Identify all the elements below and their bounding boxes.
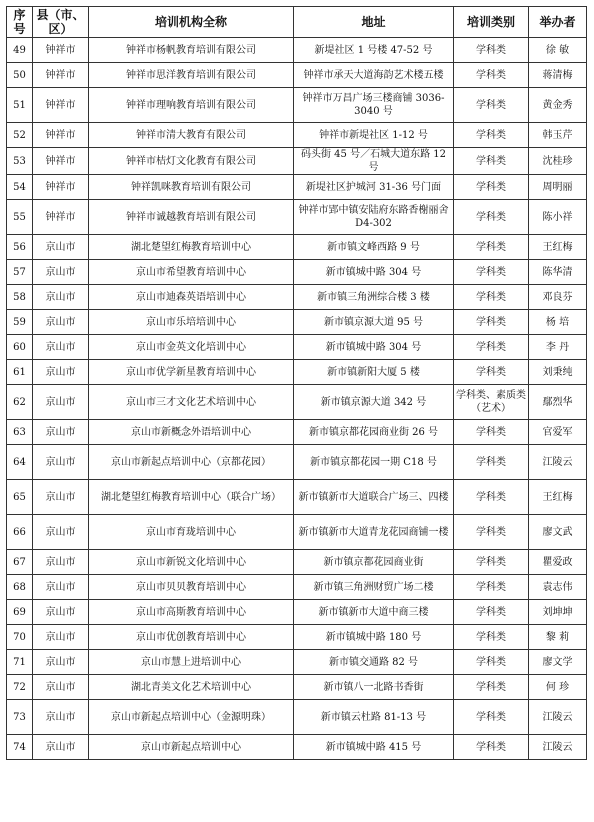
header-training-type: 培训类别 bbox=[454, 7, 529, 38]
header-serial-number: 序号 bbox=[7, 7, 33, 38]
cell-county: 京山市 bbox=[33, 600, 89, 625]
cell-address: 新市镇城中路 304 号 bbox=[294, 335, 454, 360]
cell-county: 京山市 bbox=[33, 480, 89, 515]
cell-training-type: 学科类 bbox=[454, 148, 529, 175]
cell-address: 钟祥市承天大道海韵艺术楼五楼 bbox=[294, 63, 454, 88]
table-row bbox=[7, 575, 587, 600]
cell-institution-name: 钟祥市杨帆教育培训有限公司 bbox=[89, 38, 294, 63]
cell-serial-number: 60 bbox=[7, 335, 33, 360]
cell-institution-name: 京山市贝贝教育培训中心 bbox=[89, 575, 294, 600]
cell-county: 京山市 bbox=[33, 700, 89, 735]
cell-county: 京山市 bbox=[33, 260, 89, 285]
cell-institution-name: 京山市优学新星教育培训中心 bbox=[89, 360, 294, 385]
cell-training-type: 学科类 bbox=[454, 575, 529, 600]
table-row bbox=[7, 200, 587, 235]
table-row bbox=[7, 310, 587, 335]
cell-training-type: 学科类 bbox=[454, 625, 529, 650]
cell-address: 新市镇三角洲财贸广场二楼 bbox=[294, 575, 454, 600]
cell-training-type: 学科类 bbox=[454, 285, 529, 310]
cell-serial-number: 52 bbox=[7, 123, 33, 148]
header-institution-name: 培训机构全称 bbox=[89, 7, 294, 38]
table-row bbox=[7, 335, 587, 360]
cell-institution-name: 京山市优创教育培训中心 bbox=[89, 625, 294, 650]
cell-county: 京山市 bbox=[33, 675, 89, 700]
cell-county: 京山市 bbox=[33, 650, 89, 675]
cell-training-type: 学科类 bbox=[454, 235, 529, 260]
cell-address: 新堤社区护城河 31-36 号门面 bbox=[294, 175, 454, 200]
cell-address: 新市镇京都花园一期 C18 号 bbox=[294, 445, 454, 480]
cell-county: 钟祥市 bbox=[33, 88, 89, 123]
cell-institution-name: 湖北楚望红梅教育培训中心（联合广场） bbox=[89, 480, 294, 515]
table-row bbox=[7, 625, 587, 650]
cell-address: 新市镇城中路 415 号 bbox=[294, 735, 454, 760]
cell-institution-name: 京山市乐培培训中心 bbox=[89, 310, 294, 335]
cell-training-type: 学科类 bbox=[454, 175, 529, 200]
cell-training-type: 学科类 bbox=[454, 123, 529, 148]
cell-institution-name: 京山市希望教育培训中心 bbox=[89, 260, 294, 285]
table-row bbox=[7, 385, 587, 420]
cell-training-type: 学科类 bbox=[454, 735, 529, 760]
cell-serial-number: 69 bbox=[7, 600, 33, 625]
cell-organizer: 江陵云 bbox=[529, 445, 587, 480]
cell-serial-number: 72 bbox=[7, 675, 33, 700]
cell-institution-name: 京山市三才文化艺术培训中心 bbox=[89, 385, 294, 420]
cell-serial-number: 50 bbox=[7, 63, 33, 88]
cell-training-type: 学科类 bbox=[454, 480, 529, 515]
table-row bbox=[7, 175, 587, 200]
cell-serial-number: 74 bbox=[7, 735, 33, 760]
cell-address: 新市镇新市大道中商三楼 bbox=[294, 600, 454, 625]
cell-county: 京山市 bbox=[33, 515, 89, 550]
cell-address: 钟祥市新堤社区 1-12 号 bbox=[294, 123, 454, 148]
cell-institution-name: 京山市慧上进培训中心 bbox=[89, 650, 294, 675]
cell-address: 新市镇城中路 304 号 bbox=[294, 260, 454, 285]
cell-county: 钟祥市 bbox=[33, 200, 89, 235]
cell-institution-name: 京山市高斯教育培训中心 bbox=[89, 600, 294, 625]
cell-county: 钟祥市 bbox=[33, 38, 89, 63]
cell-organizer: 江陵云 bbox=[529, 735, 587, 760]
cell-organizer: 陈华清 bbox=[529, 260, 587, 285]
cell-training-type: 学科类 bbox=[454, 420, 529, 445]
cell-training-type: 学科类 bbox=[454, 88, 529, 123]
cell-organizer: 周明丽 bbox=[529, 175, 587, 200]
table-row bbox=[7, 420, 587, 445]
cell-training-type: 学科类 bbox=[454, 200, 529, 235]
cell-county: 京山市 bbox=[33, 445, 89, 480]
cell-county: 钟祥市 bbox=[33, 123, 89, 148]
cell-institution-name: 钟祥市桔灯文化教育有限公司 bbox=[89, 148, 294, 175]
cell-training-type: 学科类 bbox=[454, 700, 529, 735]
table-row bbox=[7, 148, 587, 175]
cell-organizer: 官爱军 bbox=[529, 420, 587, 445]
cell-organizer: 何 珍 bbox=[529, 675, 587, 700]
cell-training-type: 学科类 bbox=[454, 63, 529, 88]
cell-address: 钟祥市郢中镇安陆府东路香榭丽舍 D4-302 bbox=[294, 200, 454, 235]
cell-institution-name: 钟祥凯咪教育培训有限公司 bbox=[89, 175, 294, 200]
cell-organizer: 杨 培 bbox=[529, 310, 587, 335]
cell-serial-number: 67 bbox=[7, 550, 33, 575]
cell-organizer: 刘秉纯 bbox=[529, 360, 587, 385]
cell-organizer: 沈桂珍 bbox=[529, 148, 587, 175]
cell-address: 新市镇三角洲综合楼 3 楼 bbox=[294, 285, 454, 310]
cell-institution-name: 京山市新起点培训中心（京都花园） bbox=[89, 445, 294, 480]
cell-institution-name: 钟祥市清大教育有限公司 bbox=[89, 123, 294, 148]
header-county: 县（市、区） bbox=[33, 7, 89, 38]
cell-institution-name: 钟祥市理响教育培训有限公司 bbox=[89, 88, 294, 123]
table-row bbox=[7, 123, 587, 148]
table-row bbox=[7, 735, 587, 760]
header-address: 地址 bbox=[294, 7, 454, 38]
cell-address: 新市镇城中路 180 号 bbox=[294, 625, 454, 650]
cell-address: 新市镇京源大道 95 号 bbox=[294, 310, 454, 335]
cell-county: 京山市 bbox=[33, 385, 89, 420]
document-page bbox=[6, 6, 586, 760]
header-organizer: 举办者 bbox=[529, 7, 587, 38]
cell-serial-number: 64 bbox=[7, 445, 33, 480]
cell-training-type: 学科类 bbox=[454, 38, 529, 63]
cell-organizer: 廖文武 bbox=[529, 515, 587, 550]
cell-address: 新市镇云杜路 81-13 号 bbox=[294, 700, 454, 735]
cell-organizer: 蒋清梅 bbox=[529, 63, 587, 88]
cell-address: 新市镇京都花园商业街 bbox=[294, 550, 454, 575]
cell-county: 京山市 bbox=[33, 235, 89, 260]
table-header-row bbox=[7, 7, 587, 38]
cell-address: 钟祥市万昌广场三楼商铺 3036-3040 号 bbox=[294, 88, 454, 123]
cell-organizer: 江陵云 bbox=[529, 700, 587, 735]
cell-serial-number: 53 bbox=[7, 148, 33, 175]
training-institutions-table bbox=[6, 6, 587, 760]
cell-organizer: 刘坤坤 bbox=[529, 600, 587, 625]
table-row bbox=[7, 445, 587, 480]
cell-training-type: 学科类、素质类（艺术） bbox=[454, 385, 529, 420]
cell-training-type: 学科类 bbox=[454, 335, 529, 360]
cell-serial-number: 63 bbox=[7, 420, 33, 445]
cell-county: 京山市 bbox=[33, 285, 89, 310]
table-row bbox=[7, 480, 587, 515]
cell-organizer: 瞿爱政 bbox=[529, 550, 587, 575]
cell-serial-number: 66 bbox=[7, 515, 33, 550]
cell-county: 京山市 bbox=[33, 310, 89, 335]
cell-county: 京山市 bbox=[33, 360, 89, 385]
cell-organizer: 李 丹 bbox=[529, 335, 587, 360]
cell-institution-name: 京山市新起点培训中心（金源明珠） bbox=[89, 700, 294, 735]
cell-organizer: 韩玉芹 bbox=[529, 123, 587, 148]
cell-institution-name: 京山市新锐文化培训中心 bbox=[89, 550, 294, 575]
cell-serial-number: 51 bbox=[7, 88, 33, 123]
cell-institution-name: 钟祥市诚越教育培训有限公司 bbox=[89, 200, 294, 235]
cell-serial-number: 49 bbox=[7, 38, 33, 63]
cell-organizer: 邓良芬 bbox=[529, 285, 587, 310]
cell-address: 新市镇八一北路书香街 bbox=[294, 675, 454, 700]
cell-organizer: 廖文学 bbox=[529, 650, 587, 675]
cell-organizer: 黄金秀 bbox=[529, 88, 587, 123]
table-row bbox=[7, 700, 587, 735]
cell-serial-number: 55 bbox=[7, 200, 33, 235]
cell-county: 京山市 bbox=[33, 420, 89, 445]
cell-serial-number: 70 bbox=[7, 625, 33, 650]
cell-county: 京山市 bbox=[33, 735, 89, 760]
cell-serial-number: 59 bbox=[7, 310, 33, 335]
cell-institution-name: 京山市新起点培训中心 bbox=[89, 735, 294, 760]
cell-serial-number: 68 bbox=[7, 575, 33, 600]
cell-county: 京山市 bbox=[33, 550, 89, 575]
cell-training-type: 学科类 bbox=[454, 550, 529, 575]
cell-address: 新市镇京源大道 342 号 bbox=[294, 385, 454, 420]
cell-organizer: 黎 莉 bbox=[529, 625, 587, 650]
cell-county: 京山市 bbox=[33, 335, 89, 360]
cell-training-type: 学科类 bbox=[454, 445, 529, 480]
cell-institution-name: 京山市育珑培训中心 bbox=[89, 515, 294, 550]
cell-serial-number: 61 bbox=[7, 360, 33, 385]
cell-county: 钟祥市 bbox=[33, 63, 89, 88]
cell-county: 钟祥市 bbox=[33, 175, 89, 200]
table-row bbox=[7, 675, 587, 700]
cell-address: 新堤社区 1 号楼 47-52 号 bbox=[294, 38, 454, 63]
cell-training-type: 学科类 bbox=[454, 310, 529, 335]
table-row bbox=[7, 38, 587, 63]
table-row bbox=[7, 260, 587, 285]
cell-training-type: 学科类 bbox=[454, 360, 529, 385]
table-row bbox=[7, 235, 587, 260]
table-row bbox=[7, 285, 587, 310]
cell-serial-number: 71 bbox=[7, 650, 33, 675]
cell-organizer: 袁志伟 bbox=[529, 575, 587, 600]
cell-training-type: 学科类 bbox=[454, 600, 529, 625]
cell-serial-number: 65 bbox=[7, 480, 33, 515]
cell-address: 码头街 45 号／石城大道东路 12 号 bbox=[294, 148, 454, 175]
table-row bbox=[7, 650, 587, 675]
cell-training-type: 学科类 bbox=[454, 260, 529, 285]
cell-institution-name: 京山市新概念外语培训中心 bbox=[89, 420, 294, 445]
cell-serial-number: 56 bbox=[7, 235, 33, 260]
cell-institution-name: 湖北青美文化艺术培训中心 bbox=[89, 675, 294, 700]
cell-institution-name: 钟祥市思洋教育培训有限公司 bbox=[89, 63, 294, 88]
cell-training-type: 学科类 bbox=[454, 650, 529, 675]
table-row bbox=[7, 600, 587, 625]
cell-organizer: 王红梅 bbox=[529, 480, 587, 515]
table-row bbox=[7, 88, 587, 123]
cell-address: 新市镇新市大道青龙花园商铺一楼 bbox=[294, 515, 454, 550]
cell-serial-number: 62 bbox=[7, 385, 33, 420]
cell-training-type: 学科类 bbox=[454, 515, 529, 550]
cell-serial-number: 73 bbox=[7, 700, 33, 735]
cell-serial-number: 57 bbox=[7, 260, 33, 285]
cell-county: 京山市 bbox=[33, 575, 89, 600]
cell-address: 新市镇京都花园商业街 26 号 bbox=[294, 420, 454, 445]
cell-serial-number: 54 bbox=[7, 175, 33, 200]
cell-address: 新市镇文峰西路 9 号 bbox=[294, 235, 454, 260]
cell-institution-name: 湖北楚望红梅教育培训中心 bbox=[89, 235, 294, 260]
cell-training-type: 学科类 bbox=[454, 675, 529, 700]
cell-address: 新市镇交通路 82 号 bbox=[294, 650, 454, 675]
table-row bbox=[7, 550, 587, 575]
cell-serial-number: 58 bbox=[7, 285, 33, 310]
table-row bbox=[7, 63, 587, 88]
cell-institution-name: 京山市迪森英语培训中心 bbox=[89, 285, 294, 310]
cell-county: 京山市 bbox=[33, 625, 89, 650]
cell-institution-name: 京山市金英文化培训中心 bbox=[89, 335, 294, 360]
cell-address: 新市镇新阳大厦 5 楼 bbox=[294, 360, 454, 385]
cell-organizer: 徐 敏 bbox=[529, 38, 587, 63]
cell-organizer: 王红梅 bbox=[529, 235, 587, 260]
cell-organizer: 陈小祥 bbox=[529, 200, 587, 235]
cell-organizer: 鄢烈华 bbox=[529, 385, 587, 420]
table-body bbox=[7, 38, 587, 760]
cell-address: 新市镇新市大道联合广场三、四楼 bbox=[294, 480, 454, 515]
table-row bbox=[7, 360, 587, 385]
table-row bbox=[7, 515, 587, 550]
cell-county: 钟祥市 bbox=[33, 148, 89, 175]
